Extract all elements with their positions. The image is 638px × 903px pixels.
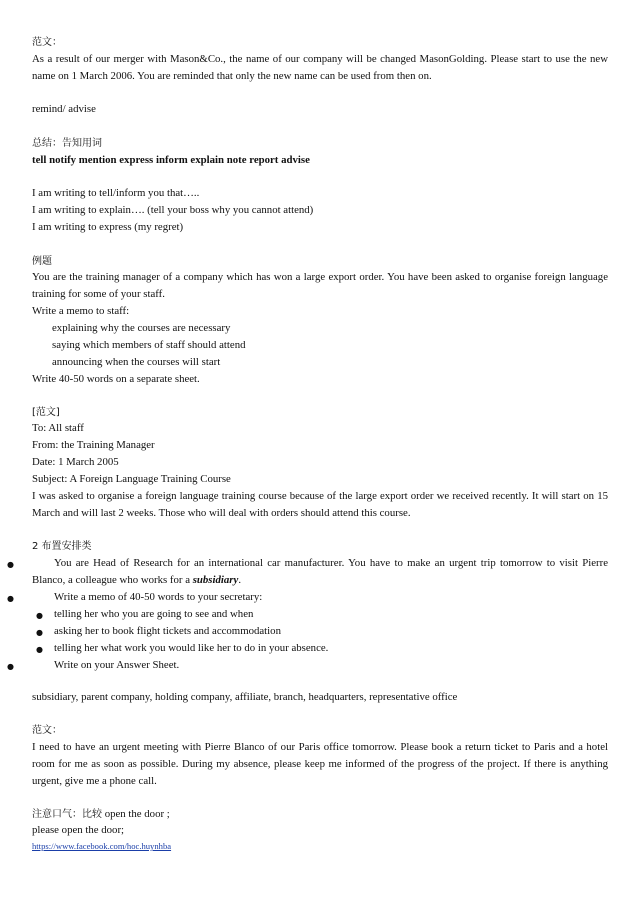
tone-example: please open the door; [32,824,125,836]
example-closing: Write 40-50 words on a separate sheet. [32,373,200,385]
task-item: telling her what work you would like her to do in your absence. [54,642,329,654]
bullet-icon: ● [36,628,43,637]
sample-heading-2: 范文： [32,725,62,736]
memo-header [32,420,608,488]
bullet-icon: ● [7,662,14,671]
answer-instruction: Write on your Answer Sheet. [54,659,180,671]
memo-subject: Subject: A Foreign Language Training Course [32,473,231,485]
bullet-icon: ● [36,611,43,620]
sample-heading-1: 范文： [32,37,62,48]
example-item: announcing when the courses will start [52,356,221,368]
link-row [32,838,608,855]
bullet-icon: ● [7,560,14,569]
sample-paragraph-1: As a result of our merger with Mason&Co., the name of our company will be changed MasonGolding. Please start to use the new name on 1 March 2006. You are reminded that only the new name can be used from then on. [32,53,608,82]
tone-note-en: open the door ; [102,808,170,820]
task-text: You are Head of Research for an international car manufacturer. You have to make an urgent trip tomorrow to visit Pierre Blanco, a colleague who works for a [32,557,608,586]
phrase-line: I am writing to tell/inform you that….. [32,187,200,199]
phrase-line: I am writing to express (my regret) [32,221,184,233]
vocab-line-2: subsidiary, parent company, holding company, affiliate, branch, headquarters, representative office [32,691,458,703]
model-paragraph: I was asked to organise a foreign language training course because of the large export order we received recently. It will start on 15 March and will last 2 weeks. Those who will deal with orders should attend this course. [32,490,608,519]
bullet-icon: ● [7,594,14,603]
phrase-list [32,185,608,236]
example-item: explaining why the courses are necessary [52,322,231,334]
memo-date: Date: 1 March 2005 [32,456,119,468]
memo-to: To: All staff [32,422,84,434]
task-text-end: . [238,574,242,586]
phrase-line: I am writing to explain…. (tell your boss why you cannot attend) [32,204,314,216]
subsidiary-term: subsidiary [192,574,239,586]
arrangement-heading: 2 布置安排类 [32,541,92,552]
bullet-icon: ● [36,645,43,654]
summary-words: tell notify mention express inform explain note report advise [32,154,310,166]
task-item: telling her who you are going to see and when [54,608,254,620]
task-paragraph [32,555,608,589]
tone-note-cn: 注意口气：比较 [32,809,102,820]
example-heading: 例题 [32,256,52,267]
tone-note [32,806,608,823]
vocab-line-1: remind/ advise [32,103,96,115]
example-items [32,320,628,371]
summary-heading: 总结：告知用词 [32,138,102,149]
example-paragraph: You are the training manager of a company which has won a large export order. You have been asked to organise foreign language training for some of your staff. [32,271,608,300]
memo-from: From: the Training Manager [32,439,155,451]
memo-instruction: Write a memo of 40-50 words to your secretary: [54,591,263,603]
example-item: saying which members of staff should attend [52,339,246,351]
sample-paragraph-2: I need to have an urgent meeting with Pierre Blanco of our Paris office tomorrow. Please book a return ticket to Paris and a hotel room for me as soon as possible. During my absence, please keep me informed of the progress of the project. If there is anything urgent, give me a phone call. [32,741,608,787]
model-heading: [范文] [32,407,60,418]
task-item: asking her to book flight tickets and accommodation [54,625,281,637]
facebook-link[interactable]: https://www.facebook.com/hoc.huynhba [32,841,172,851]
example-prompt: Write a memo to staff: [32,305,130,317]
